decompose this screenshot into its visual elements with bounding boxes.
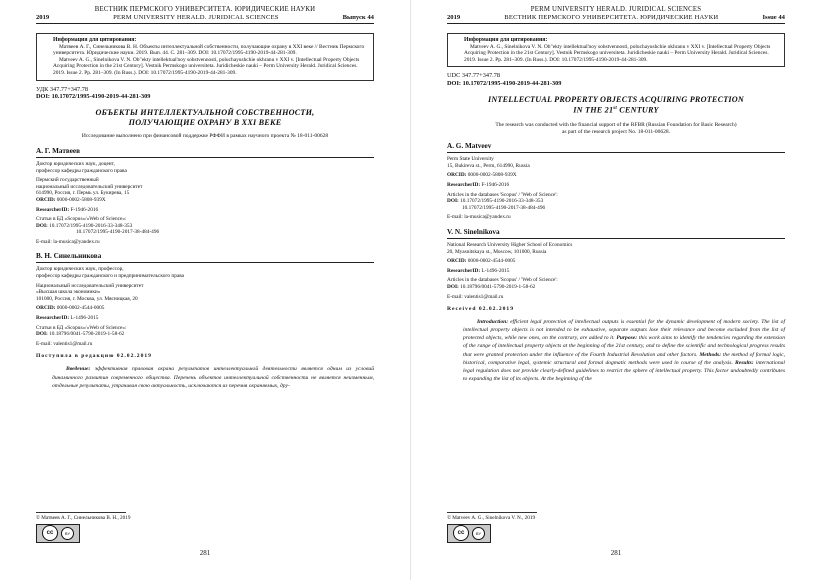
author-doi-2: 10.17072/1995-4190-2017-38-484-496: [462, 204, 546, 211]
author-position: профессор кафедры гражданского права: [36, 167, 127, 174]
copyright: © Matveev A. G., Sinelnikova V. N., 2019: [447, 515, 536, 521]
author-org-2: национальный исследовательский университет: [36, 183, 143, 190]
author-orcid: ORCID: 0000-0002-4544-0005: [36, 305, 105, 312]
citation-english: Matveev A. G., Sinelnikova V. N. Ob"ekty intellektual'noy sobstvennosti, poluchayushchie okhranu v XXI v. [Intellectual Property Objects Acquiring Protection in the 21st Century]. Vestnik Permskogo universiteta. Juridicheskie nauki – Perm University Herald. Juridical Sciences. 2019. Issue 2. Pp. 281–309. (In Russ.). DOI: 10.17072/1995-4190-2019-44-281-309.: [464, 43, 771, 63]
author-researcher-id: ResearcherID: F-1946-2016: [36, 206, 99, 213]
author-doi-1: DOI: 10.17072/1995-4190-2016-33-348-353: [447, 198, 544, 205]
header-year: 2019: [36, 14, 50, 21]
article-doi: DOI: 10.17072/1995-4190-2019-44-281-309: [36, 92, 151, 100]
by-attribution-icon: BY: [472, 527, 485, 540]
author-orcid: ORCID: 0000-0002-4544-0005: [447, 258, 516, 265]
citation-title: Информация для цитирования:: [464, 37, 548, 43]
title-line-2: ПОЛУЧАЮЩИЕ ОХРАНУ В XXI ВЕКЕ: [128, 117, 282, 127]
page-number: 281: [610, 549, 622, 557]
author-name: В. Н. Синельникова: [36, 252, 374, 263]
header-issue: Issue 44: [762, 14, 785, 21]
author-researcher-id: ResearcherID: F-1946-2016: [447, 182, 510, 189]
title-line-1: ОБЪЕКТЫ ИНТЕЛЛЕКТУАЛЬНОЙ СОБСТВЕННОСТИ,: [95, 107, 315, 117]
received-date: Received 02.02.2019: [447, 306, 515, 313]
author-block-2: [447, 228, 785, 300]
citation-title: Информация для цитирования:: [53, 37, 137, 43]
page-right: [410, 0, 820, 580]
by-attribution-icon: BY: [61, 527, 74, 540]
author-articles-label: Статьи в БД «Scopus»/«Web of Science»:: [36, 324, 127, 331]
article-doi: DOI: 10.17072/1995-4190-2019-44-281-309: [447, 79, 562, 87]
author-degree: Доктор юридических наук, профессор,: [36, 266, 124, 273]
citation-russian: Матвеев А. Г., Синельникова В. Н. Объекты интеллектуальной собственности, получающие охрану в XXI веке // Вестник Пермского университета. Юридические науки. 2019. Вып. 44. C. 281–309. DOI: 10.17072/1995-4190-2019-44-281-309.: [53, 43, 365, 57]
running-header: [447, 14, 785, 24]
author-block-2: [36, 252, 374, 347]
author-address: 614990, Россия, г. Пермь ул. Букирева, 15: [36, 190, 130, 197]
author-name: V. N. Sinelnikova: [447, 228, 785, 239]
running-header: [36, 14, 374, 24]
funding-note: Исследование выполнено при финансовой поддержке РФФИ в рамках научного проекта № 18-011-00628: [81, 133, 329, 140]
title-line-2: IN THE 21st CENTURY: [573, 106, 659, 116]
author-email[interactable]: E-mail: valentis1@mail.ru: [36, 340, 93, 347]
udc-code: UDC 347.77+347.78: [447, 72, 501, 80]
abstract: Введение: эффективная правовая охрана результатов интеллектуальной деятельности является одним из условий динамичного развития современного общества. Перечень объектов интеллектуальной собственности не является неизменным, отдельные результаты, утрачивая свою актуальность, исключаются из перечня охраняемых, дру-: [52, 366, 374, 389]
author-address: 101000, Россия, г. Москва, ул. Мясницкая, 20: [36, 295, 138, 302]
left-content: [36, 6, 374, 390]
right-content: [447, 6, 785, 383]
author-position: профессор кафедры гражданского и предпринимательского права: [36, 273, 184, 280]
license-badge[interactable]: [36, 524, 374, 543]
running-header-title: PERM UNIVERSITY HERALD. JURIDICAL SCIENCES: [530, 6, 702, 13]
received-date: Поступила в редакцию 02.02.2019: [36, 353, 152, 360]
author-org: Пермский государственный: [36, 177, 99, 184]
author-org-2: «Высшая школа экономики»: [36, 289, 101, 296]
title-line-1: INTELLECTUAL PROPERTY OBJECTS ACQUIRING PROTECTION: [487, 94, 745, 104]
author-articles-label: Articles in the databases 'Scopus' / 'Web of Science':: [447, 191, 558, 198]
cc-license-icon: cc: [453, 525, 469, 541]
author-orcid: ORCID: 0000-0002-5808-939X: [447, 172, 517, 179]
author-org: Perm State University: [447, 156, 494, 163]
article-title: [36, 108, 374, 127]
author-doi-1: DOI: 10.18796/0041-5790-2019-1-58-62: [36, 331, 125, 338]
author-email[interactable]: E-mail: valentis1@mail.ru: [447, 293, 504, 300]
footer-left: [36, 512, 374, 543]
udc-code: УДК 347.77+347.78: [36, 85, 89, 93]
license-badge[interactable]: [447, 524, 785, 543]
funding-note: The research was conducted with the financial support of the RFBR (Russian Foundation for Basic Research) as part of the research project No. 18-011-00628.: [495, 121, 737, 135]
author-block-1: [447, 142, 785, 221]
citation-box: [447, 33, 785, 67]
author-name: А. Г. Матвеев: [36, 147, 374, 158]
author-block-1: [36, 147, 374, 246]
author-articles-label: Articles in the databases 'Scopus' / 'Web of Science':: [447, 277, 558, 284]
cc-by-badge[interactable]: [447, 524, 491, 543]
footnote-rule: [36, 512, 126, 513]
author-org: National Research University Higher School of Economics: [447, 242, 573, 249]
author-researcher-id: ResearcherID: L-1496-2015: [447, 267, 510, 274]
footer-right: [447, 512, 785, 543]
abstract: Introduction: efficient legal protection of intellectual outputs is essential for the dynamic development of modern society. The list of intellectual property objects is not intended to be exhaustive, separate outputs lose their relevance and become excluded from the list of protected objects, while new ones, on the contrary, are added to it. Purpose: this work aims to identify the tendencies regarding the extension of the range of intellectual property objects at the beginning of the 21st century, and to define the scientific and technological progress results that were granted protection under the influence of the Fourth Industrial Revolution and other factors. Methods: the method of formal logic, historical, comparative legal, systemic structural and formal dogmatic methods were used in course of the analysis. Results: international legal regulation does not provide clearly-defined guidelines to restrict the sphere of intellectual property. This factor undoubtedly contributes to expanding the list of its objects. At the beginning of the: [463, 319, 785, 382]
author-doi-1: DOI: 10.18796/0041-5790-2019-1-58-62: [447, 284, 536, 291]
article-title: [447, 95, 785, 116]
author-degree: Доктор юридических наук, доцент,: [36, 160, 115, 167]
header-year: 2019: [447, 14, 461, 21]
author-researcher-id: ResearcherID: L-1496-2015: [36, 315, 99, 322]
page-number: 281: [199, 549, 211, 557]
author-address: 20, Myasnitskaya st., Moscow, 101000, Russia: [447, 248, 547, 255]
header-journal: PERM UNIVERSITY HERALD. JURIDICAL SCIENCES: [113, 14, 279, 21]
footnote-rule: [447, 512, 537, 513]
running-header-title: ВЕСТНИК ПЕРМСКОГО УНИВЕРСИТЕТА. ЮРИДИЧЕСКИЕ НАУКИ: [94, 6, 316, 13]
author-articles-label: Статьи в БД «Scopus»/«Web of Science»:: [36, 216, 127, 223]
header-issue: Выпуск 44: [342, 14, 374, 21]
author-email[interactable]: E-mail: la-musica@yandex.ru: [447, 214, 511, 221]
citation-english: Matveev A. G., Sinelnikova V. N. Ob"ekty intellektual'noy sobstvennosti, poluchayushchie okhranu v XXI v. [Intellectual Property Objects Acquiring Protection in the 21st Century]. Vestnik Permskogo universiteta. Juridicheskie nauki – Perm University Herald. Juridical Sciences. 2019. Issue 2. Pp. 281–309. (In Russ.). DOI: 10.17072/1995-4190-2019-44-281-309.: [53, 56, 360, 76]
author-orcid: ORCID: 0000-0002-5808-939X: [36, 196, 106, 203]
author-address: 15, Bukireva st., Perm, 614990, Russia: [447, 162, 530, 169]
author-doi-2: 10.17072/1995-4190-2017-38-484-496: [76, 229, 160, 236]
cc-license-icon: cc: [42, 525, 58, 541]
author-org: Национальный исследовательский университет: [36, 282, 144, 289]
header-journal: ВЕСТНИК ПЕРМСКОГО УНИВЕРСИТЕТА. ЮРИДИЧЕСКИЕ НАУКИ: [504, 14, 719, 21]
citation-box: [36, 33, 374, 81]
author-name: A. G. Matveev: [447, 142, 785, 153]
cc-by-badge[interactable]: [36, 524, 80, 543]
author-email[interactable]: E-mail: la-musica@yandex.ru: [36, 238, 100, 245]
copyright: © Матвеев А. Г., Синельникова В. Н., 2019: [36, 515, 131, 521]
author-doi-1: DOI: 10.17072/1995-4190-2016-33-348-353: [36, 222, 133, 229]
